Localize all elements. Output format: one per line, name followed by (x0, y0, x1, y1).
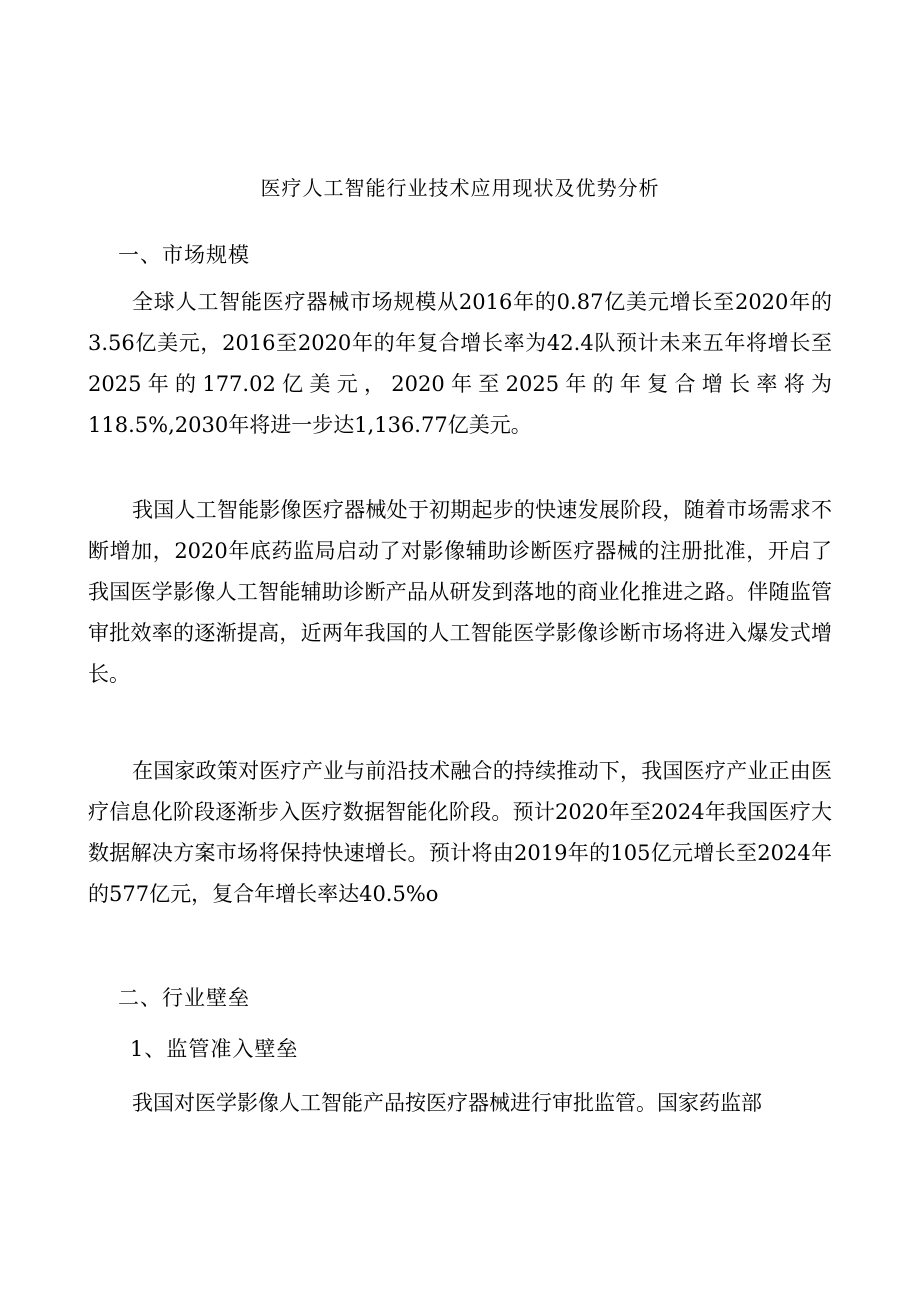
section-heading-market-size: 一、市场规模 (118, 243, 250, 267)
document-title: 医疗人工智能行业技术应用现状及优势分析 (260, 176, 660, 200)
paragraph-global-market: 全球人工智能医疗器械市场规模从2016年的0.87亿美元增长至2020年的3.56亿美元，2016至2020年的年复合增长率为42.4队预计未来五年将增长至2025年的177.02亿美元，2020年至2025年的年复合增长率将为118.5%,2030年将进一步达1,136.77亿美元。 (88, 290, 832, 437)
section-heading-barriers: 二、行业壁垒 (118, 986, 250, 1010)
paragraph-china-imaging: 我国人工智能影像医疗器械处于初期起步的快速发展阶段，随着市场需求不断增加，2020年底药监局启动了对影像辅助诊断医疗器械的注册批准，开启了我国医学影像人工智能辅助诊断产品从研发到落地的商业化推进之路。伴随监管审批效率的逐渐提高，近两年我国的人工智能医学影像诊断市场将进入爆发式增长。 (88, 498, 832, 686)
paragraph-regulatory: 我国对医学影像人工智能产品按医疗器械进行审批监管。国家药监部 (132, 1091, 762, 1115)
paragraph-big-data: 在国家政策对医疗产业与前沿技术融合的持续推动下，我国医疗产业正由医疗信息化阶段逐渐步入医疗数据智能化阶段。预计2020年至2024年我国医疗大数据解决方案市场将保持快速增长。预计将由2019年的105亿元增长至2024年的577亿元，复合年增长率达40.5%o (88, 759, 832, 906)
subheading-regulatory-barrier: 1、监管准入壁垒 (130, 1037, 299, 1061)
